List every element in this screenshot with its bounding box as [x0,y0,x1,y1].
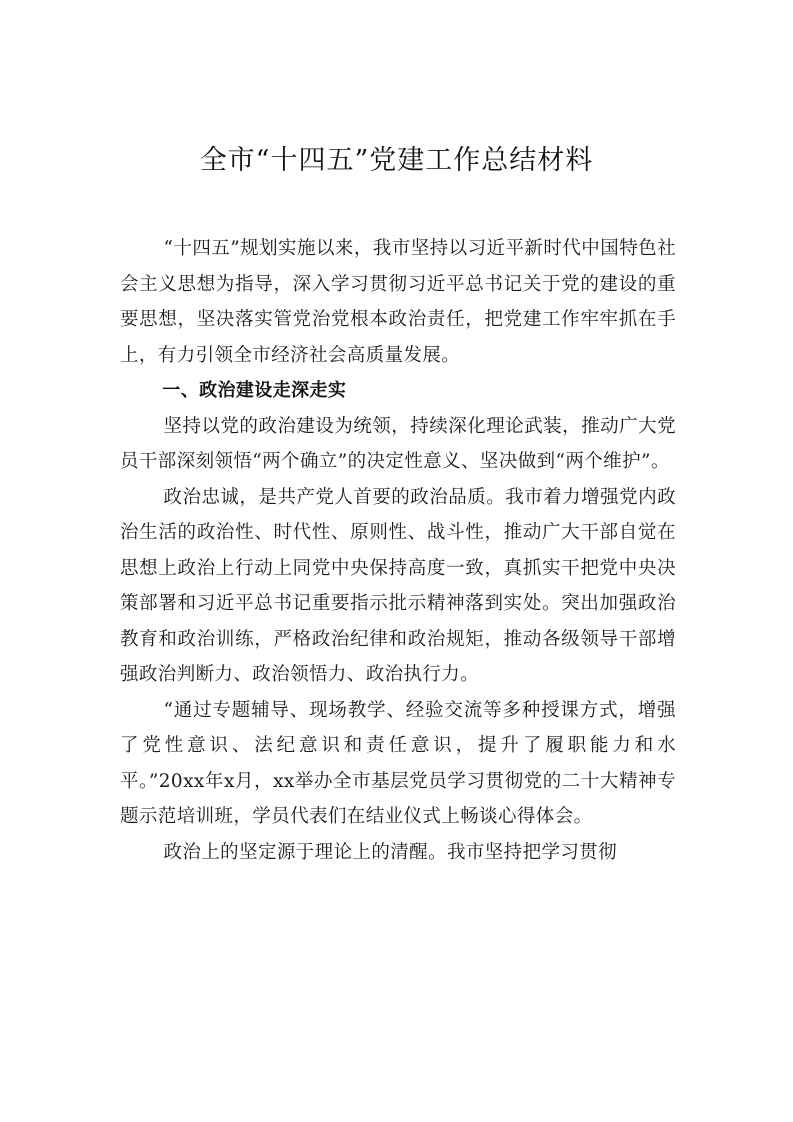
paragraph-intro: “十四五”规划实施以来，我市坚持以习近平新时代中国特色社会主义思想为指导，深入学习贯彻习近平总书记关于党的建设的重要思想，坚决落实管党治党根本政治责任，把党建工作牢牢抓在手上，有力引领全市经济社会高质量发展。 [120,238,676,366]
document-title: 全市“十四五”党建工作总结材料 [199,145,594,176]
paragraph-political-leadership: 坚持以党的政治建设为统领，持续深化理论武装，推动广大党员干部深刻领悟“两个确立”的决定性意义、坚决做到“两个维护”。 [120,415,676,472]
document-body [120,231,676,870]
section-heading: 一、政治建设走深走实 [162,380,347,401]
paragraph-training-quote: “通过专题辅导、现场教学、经验交流等多种授课方式，增强了党性意识、法纪意识和责任意识，提升了履职能力和水平。”20xx年x月，xx举办全市基层党员学习贯彻党的二十大精神专题示范培训班，学员代表们在结业仪式上畅谈心得体会。 [120,699,676,827]
paragraph-political-loyalty: 政治忠诚，是共产党人首要的政治品质。我市着力增强党内政治生活的政治性、时代性、原则性、战斗性，推动广大干部自觉在思想上政治上行动上同党中央保持高度一致，真抓实干把党中央决策部署和习近平总书记重要指示批示精神落到实处。突出加强政治教育和政治训练，严格政治纪律和政治规矩，推动各级领导干部增强政治判断力、政治领悟力、政治执行力。 [120,486,676,685]
paragraph-theory: 政治上的坚定源于理论上的清醒。我市坚持把学习贯彻 [163,841,618,863]
